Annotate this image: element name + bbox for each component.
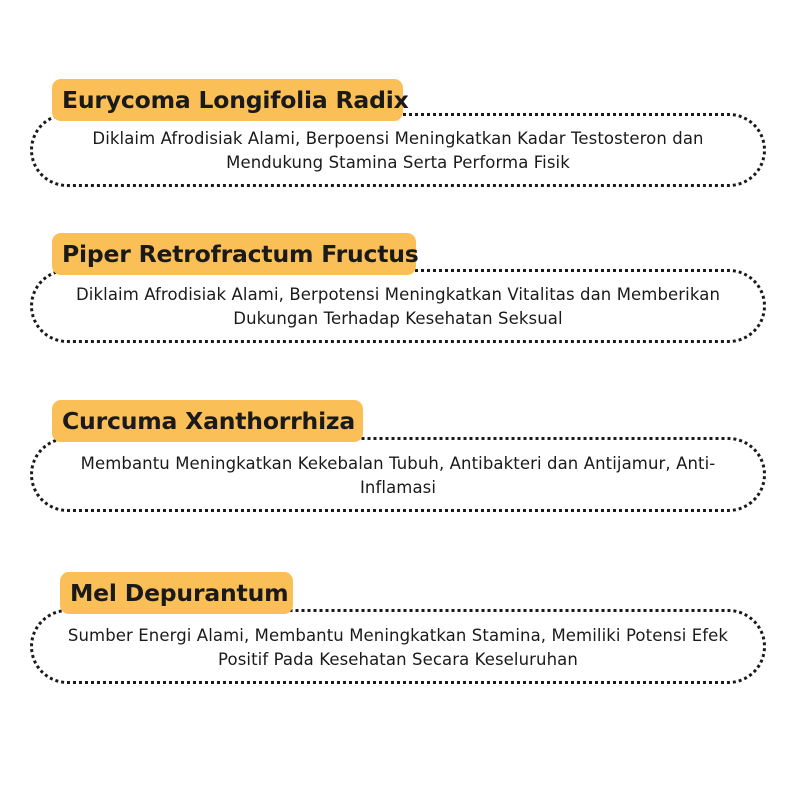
- ingredient-title-badge: [52, 233, 419, 275]
- ingredient-description: Membantu Meningkatkan Kekebalan Tubuh, Antibakteri dan Antijamur, Anti-Inflamasi: [80, 453, 716, 497]
- ingredient-title-badge: [52, 400, 363, 442]
- ingredient-description-box: [30, 609, 766, 684]
- ingredient-title: Eurycoma Longifolia Radix: [62, 86, 409, 114]
- ingredient-title-badge: [52, 79, 409, 121]
- ingredient-description-box: [30, 437, 766, 512]
- ingredient-description: Diklaim Afrodisiak Alami, Berpotensi Meningkatkan Vitalitas dan Memberikan Dukungan Terhadap Kesehatan Seksual: [75, 285, 720, 328]
- ingredient-description: Diklaim Afrodisiak Alami, Berpoensi Meningkatkan Kadar Testosteron dan Mendukung Stamina Serta Performa Fisik: [92, 129, 704, 172]
- ingredient-title: Curcuma Xanthorrhiza: [62, 407, 356, 435]
- ingredient-description: Sumber Energi Alami, Membantu Meningkatkan Stamina, Memiliki Potensi Efek Positif Pada Kesehatan Secara Keseluruhan: [67, 625, 729, 669]
- ingredient-title-badge: [60, 572, 293, 614]
- ingredient-title: Piper Retrofractum Fructus: [62, 240, 419, 268]
- ingredient-description-box: [30, 269, 766, 343]
- ingredient-title: Mel Depurantum: [70, 579, 289, 607]
- ingredient-description-box: [30, 113, 766, 187]
